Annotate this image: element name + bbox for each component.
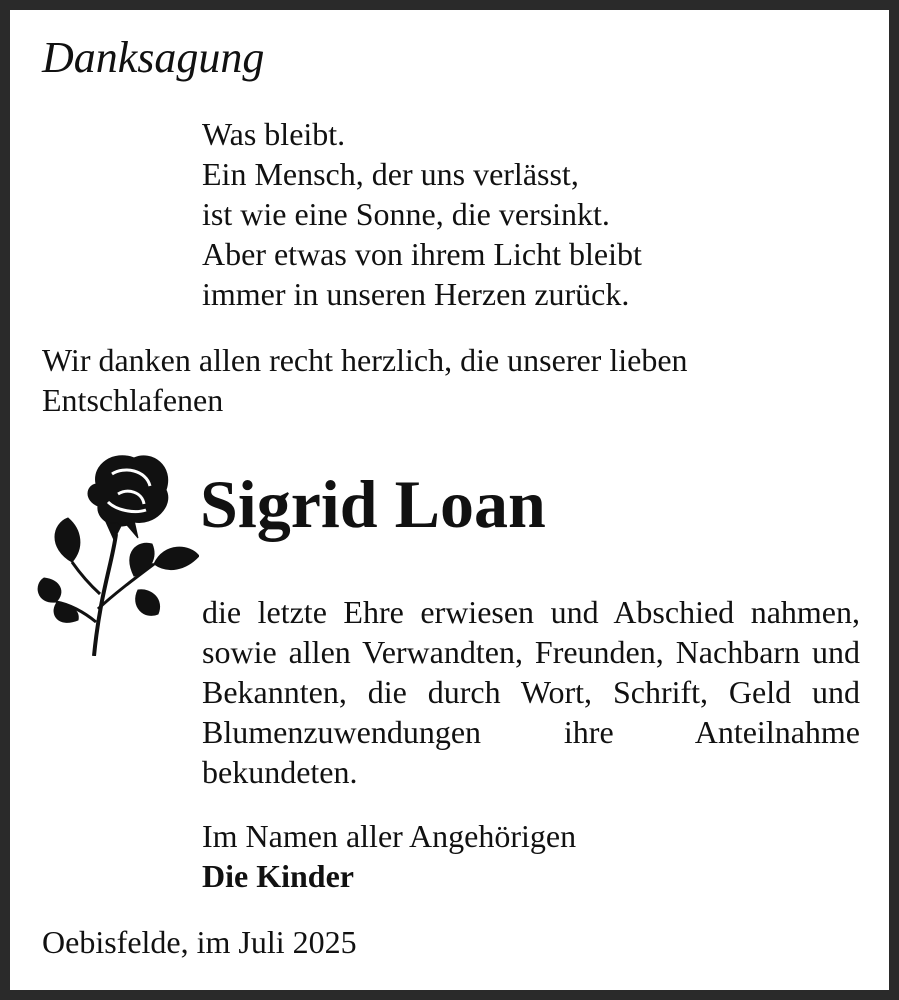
heading: Danksagung xyxy=(42,33,265,82)
signoff xyxy=(202,816,576,896)
poem-line: Ein Mensch, der uns verlässt, xyxy=(202,156,579,192)
intro-text: Wir danken allen recht herzlich, die unserer lieben Entschlafenen xyxy=(42,342,688,418)
obituary-card xyxy=(10,10,889,990)
poem-line: immer in unseren Herzen zurück. xyxy=(202,276,630,312)
signoff-family: Die Kinder xyxy=(202,858,354,894)
place-date: Oebisfelde, im Juli 2025 xyxy=(42,924,357,960)
signoff-line: Im Namen aller Angehörigen xyxy=(202,818,577,854)
poem-line: Was bleibt. xyxy=(202,116,346,152)
poem-line: Aber etwas von ihrem Licht bleibt xyxy=(202,236,642,272)
deceased-name: Sigrid Loan xyxy=(200,466,546,542)
poem xyxy=(202,114,642,314)
poem-line: ist wie eine Sonne, die versinkt. xyxy=(202,196,610,232)
rose-icon xyxy=(34,444,199,656)
body-text: die letzte Ehre erwiesen und Abschied nahmen, sowie allen Verwandten, Freunden, Nachbarn und Bekannten, die durch Wort, Schrift, Geld und Blumenzuwendungen ihre Anteilnahme bekundeten. xyxy=(202,594,860,790)
